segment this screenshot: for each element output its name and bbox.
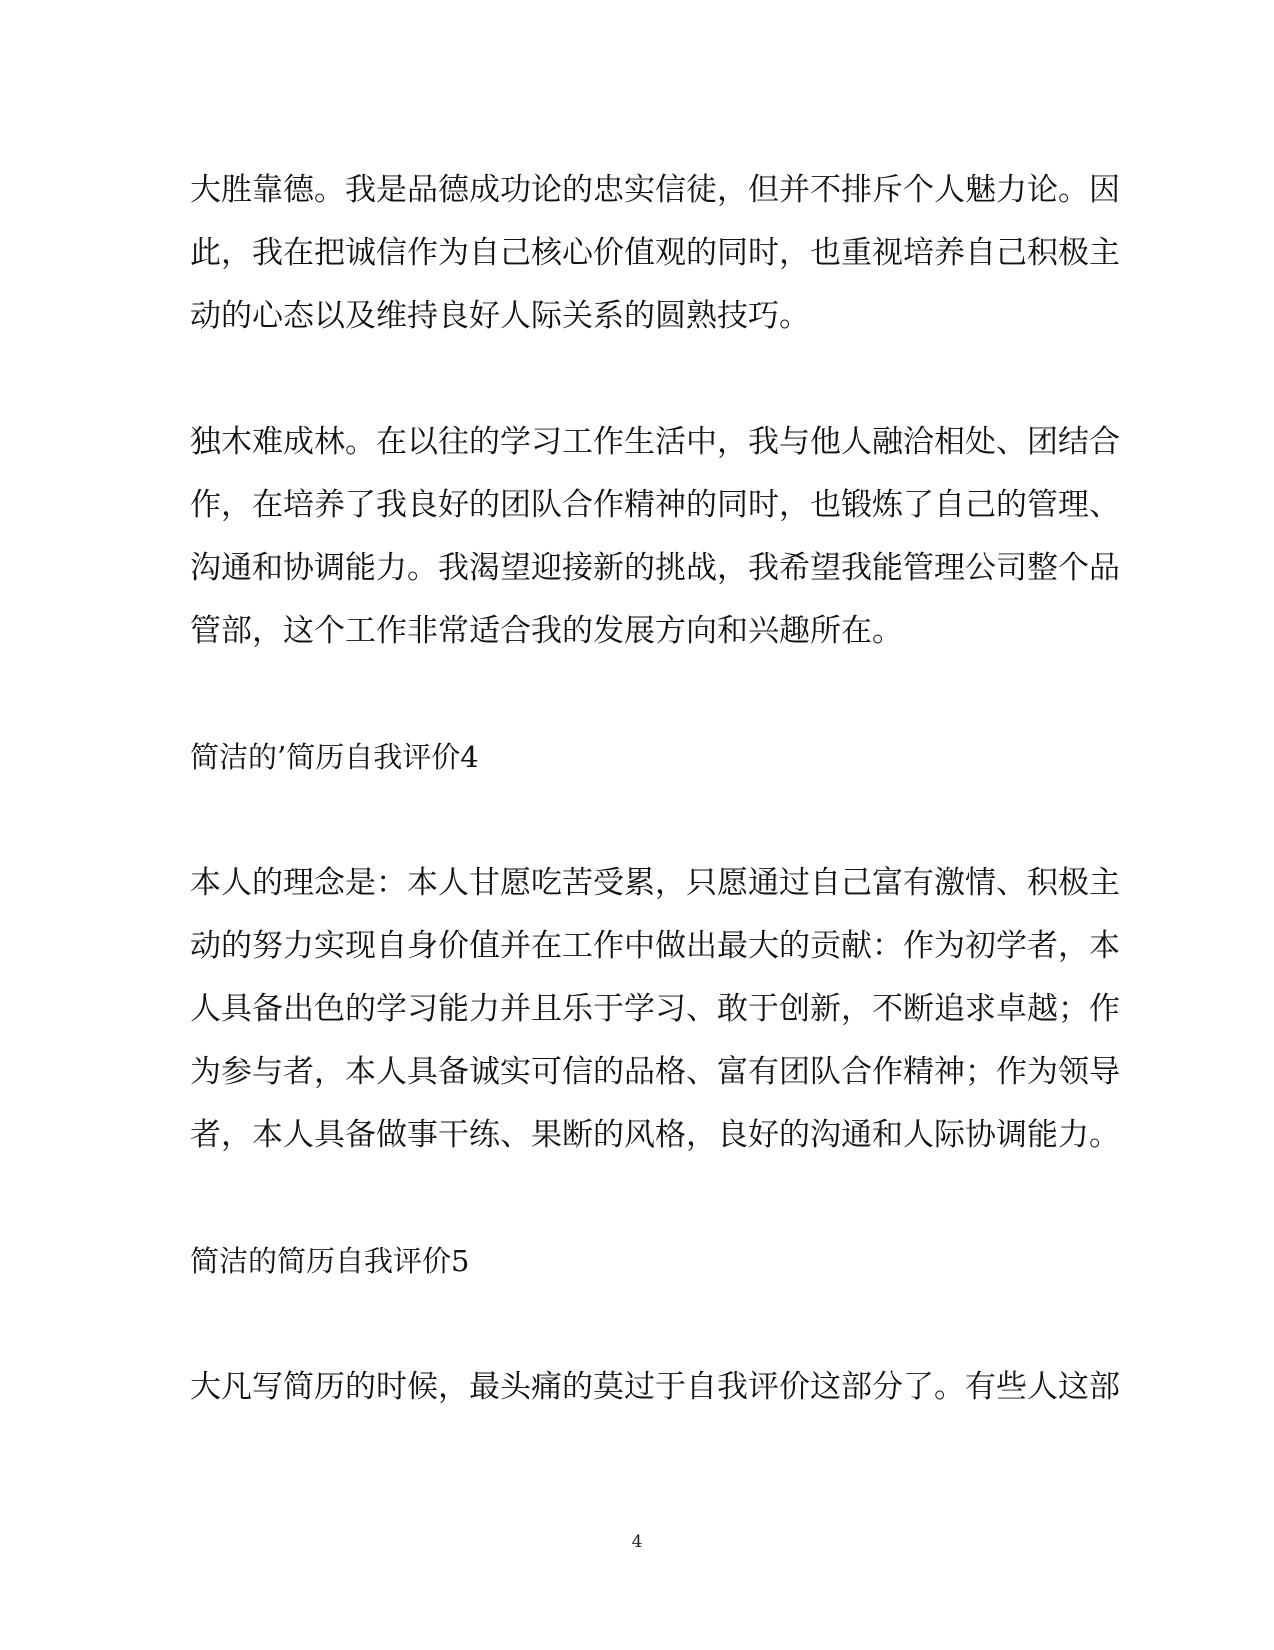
paragraph-2-line-4: 管部，这个工作非常适合我的发展方向和兴趣所在。	[190, 613, 903, 649]
paragraph-2-line-1: 独木难成林。在以往的学习工作生活中，我与他人融洽相处、团结合	[190, 424, 1120, 460]
paragraph-1-line-3: 动的心态以及维持良好人际关系的圆熟技巧。	[190, 298, 810, 334]
paragraph-1-line-1: 大胜靠德。我是品德成功论的忠实信徒，但并不排斥个人魅力论。因	[190, 172, 1120, 208]
paragraph-4-line-4: 为参与者，本人具备诚实可信的品格、富有团队合作精神；作为领导	[190, 1054, 1120, 1090]
section-heading-4: 简洁的’简历自我评价4	[190, 740, 479, 774]
paragraph-5-line-1: 大凡写简历的时候，最头痛的莫过于自我评价这部分了。有些人这部	[190, 1369, 1120, 1405]
paragraph-2-line-2: 作，在培养了我良好的团队合作精神的同时，也锻炼了自己的管理、	[190, 487, 1120, 523]
paragraph-4-line-2: 动的努力实现自身价值并在工作中做出最大的贡献：作为初学者，本	[190, 928, 1120, 964]
paragraph-4-line-1: 本人的理念是：本人甘愿吃苦受累，只愿通过自己富有激情、积极主	[190, 865, 1120, 901]
section-heading-5: 简洁的简历自我评价5	[190, 1244, 470, 1278]
paragraph-4-line-3: 人具备出色的学习能力并且乐于学习、敢于创新，不断追求卓越；作	[190, 991, 1120, 1027]
paragraph-2-line-3: 沟通和协调能力。我渴望迎接新的挑战，我希望我能管理公司整个品	[190, 550, 1120, 586]
page-number: 4	[631, 1532, 643, 1552]
paragraph-4-line-5: 者，本人具备做事干练、果断的风格，良好的沟通和人际协调能力。	[190, 1117, 1120, 1153]
paragraph-1-line-2: 此，我在把诚信作为自己核心价值观的同时，也重视培养自己积极主	[190, 235, 1120, 271]
